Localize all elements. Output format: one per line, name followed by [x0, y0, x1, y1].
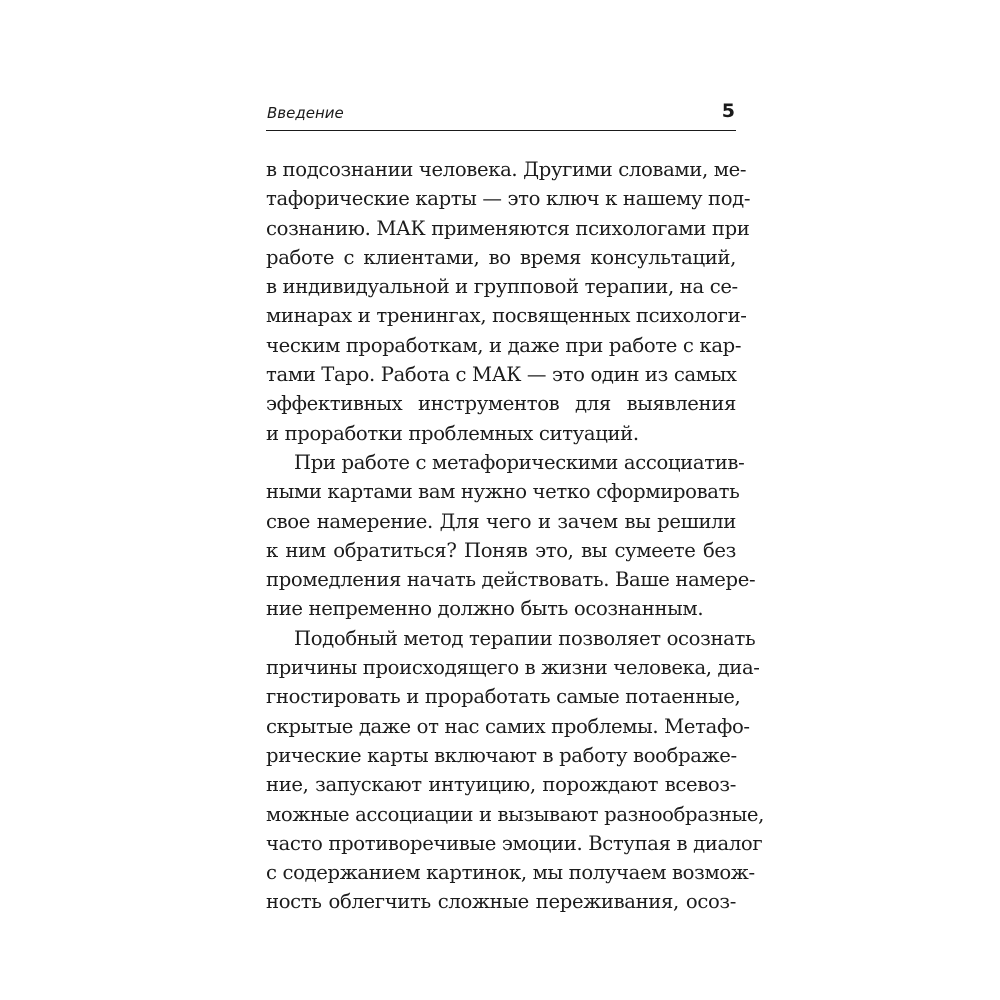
text-line: При работе с метафорическими ассоциатив- [294, 450, 745, 474]
text-line: к ним обратиться? Поняв это, вы сумеете без [266, 538, 736, 562]
text-line: ческим проработкам, и даже при работе с кар- [266, 333, 742, 357]
page-number: 5 [721, 100, 735, 122]
text-line: с содержанием картинок, мы получаем возмож- [266, 861, 755, 885]
text-line: работе с клиентами, во время консультаций, [266, 245, 736, 269]
text-line: рические карты включают в работу воображе- [266, 743, 737, 767]
text-line: гностировать и проработать самые потаенные, [266, 685, 741, 709]
text-line: ние, запускают интуицию, порождают всевоз- [266, 773, 736, 797]
text-line: минарах и тренингах, посвященных психологи- [266, 304, 747, 328]
text-line: тами Таро. Работа с МАК — это один из самых [266, 363, 737, 387]
paragraph [266, 155, 751, 448]
text-line: в подсознании человека. Другими словами, ме- [266, 158, 747, 181]
text-line: ность облегчить сложные переживания, осоз- [266, 890, 736, 914]
text-line: ными картами вам нужно четко сформировать [266, 480, 740, 504]
running-header [266, 96, 736, 131]
book-page [266, 96, 764, 917]
body-text [266, 155, 764, 917]
text-line: Подобный метод терапии позволяет осознать [294, 626, 756, 650]
text-line: часто противоречивые эмоции. Вступая в диалог [266, 831, 763, 855]
text-line: сознанию. МАК применяются психологами при [266, 216, 750, 240]
text-line: эффективных инструментов для выявления [266, 392, 736, 416]
paragraph [266, 448, 756, 624]
text-line: свое намерение. Для чего и зачем вы решили [266, 509, 736, 533]
text-line: можные ассоциации и вызывают разнообразные, [266, 802, 764, 826]
text-line: и проработки проблемных ситуаций. [266, 421, 639, 445]
text-line: ние непременно должно быть осознанным. [266, 597, 704, 621]
text-line: причины происходящего в жизни человека, диа- [266, 656, 760, 680]
text-line: промедления начать действовать. Ваше намере- [266, 568, 756, 592]
section-title: Введение [267, 104, 344, 122]
text-line: скрытые даже от нас самих проблемы. Метафо- [266, 714, 750, 738]
text-line: тафорические карты — это ключ к нашему под- [266, 187, 751, 211]
text-line: в индивидуальной и групповой терапии, на се- [266, 275, 738, 299]
paragraph [266, 624, 764, 917]
